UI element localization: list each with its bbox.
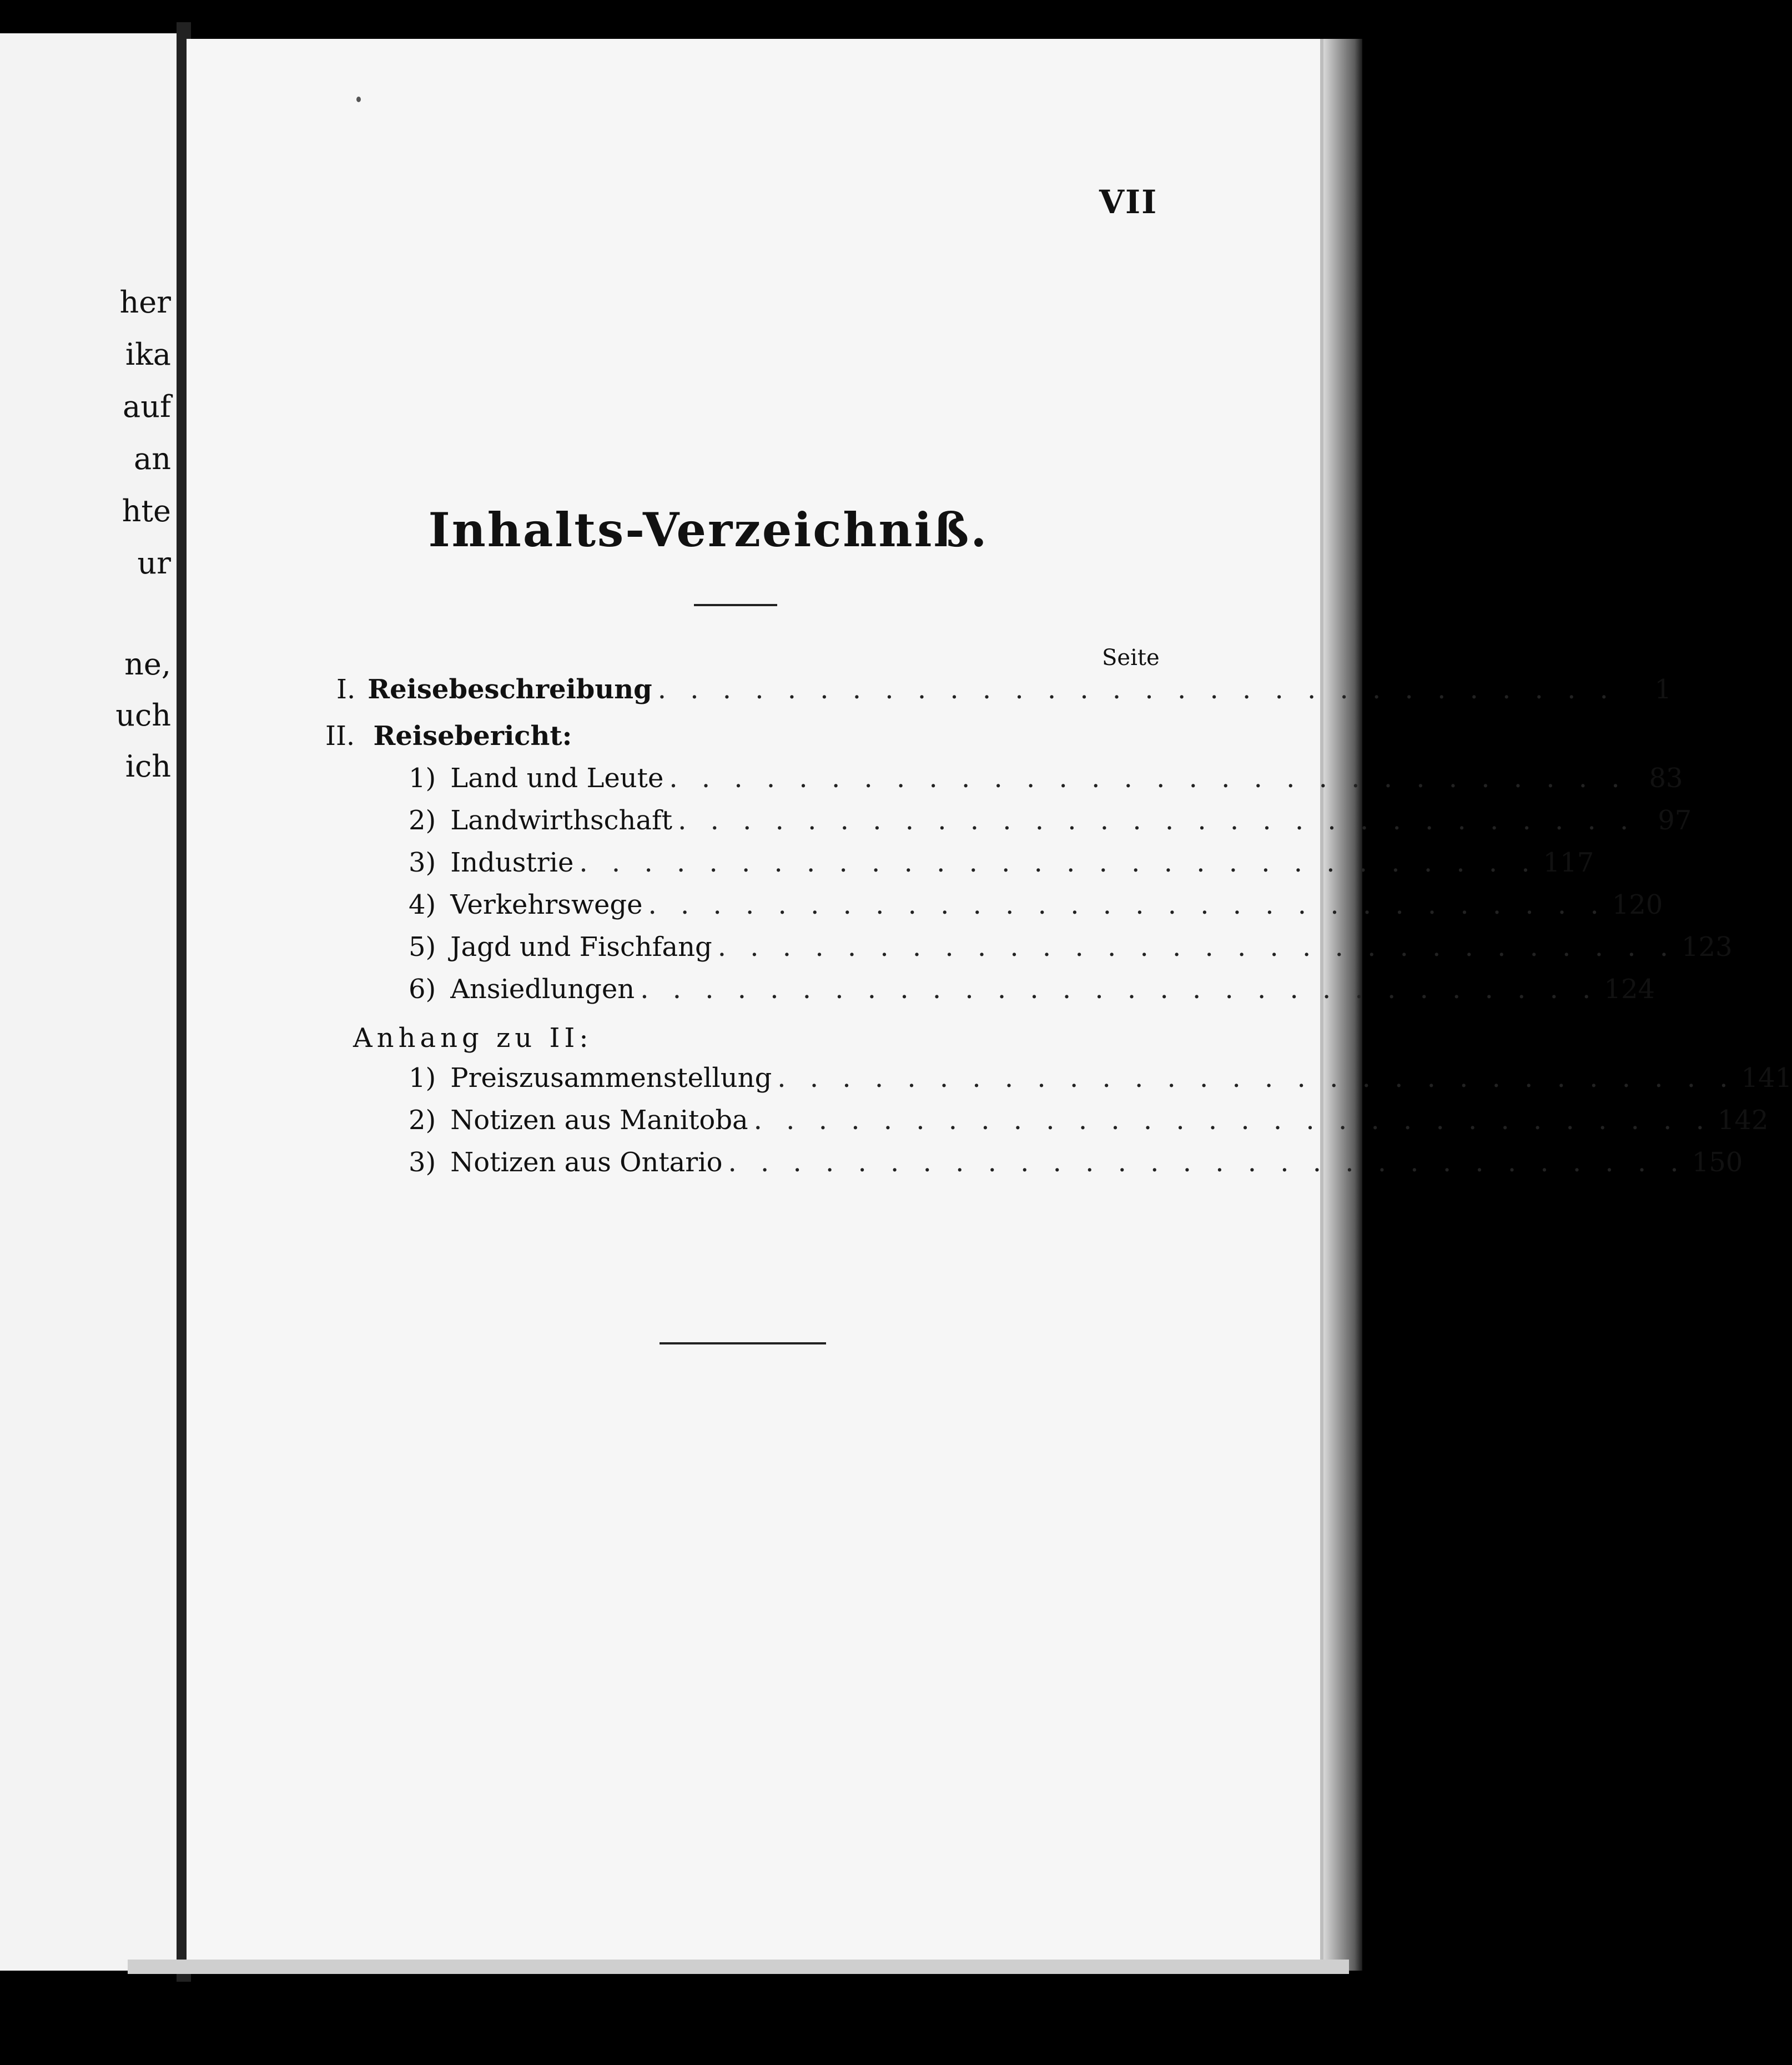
toc-entry: [409, 1061, 1792, 1095]
toc-entry-page: 124: [1604, 974, 1655, 1005]
toc-section-heading: [325, 719, 572, 753]
toc-entry-label: Preiszusammenstellung: [450, 1062, 772, 1094]
left-fragment: ne,: [124, 647, 171, 682]
left-fragment: uch: [115, 698, 171, 733]
leader-dots: . . . . . . . . . . . . . . . . . . . . . . . . . . . . . .: [728, 1147, 1687, 1178]
page-column-header: Seite: [1102, 645, 1160, 671]
left-page-edge: [0, 33, 180, 1971]
leader-dots: . . . . . . . . . . . . . . . . . . . . . . . . . . . . . .: [669, 763, 1628, 794]
toc-entry: [336, 673, 1672, 706]
toc-entry-number: 1): [409, 763, 436, 794]
toc-entry-number: 2): [409, 805, 436, 836]
toc-entry-page: 141: [1741, 1062, 1792, 1094]
toc-entry-label: Notizen aus Ontario: [450, 1147, 723, 1178]
leader-dots: . . . . . . . . . . . . . . . . . . . . . . . . . . . . . .: [717, 931, 1676, 963]
leader-dots: . . . . . . . . . . . . . . . . . . . . . . . . . . . . . .: [753, 1105, 1712, 1136]
leader-dots: . . . . . . . . . . . . . . . . . . . . . . . . . . . . . .: [777, 1062, 1736, 1094]
toc-entry-number: I.: [336, 674, 356, 705]
toc-entry-number: 1): [409, 1062, 436, 1094]
toc-entry-number: 6): [409, 974, 436, 1005]
toc-entry-label: Ansiedlungen: [450, 974, 635, 1005]
toc-entry-number: 3): [409, 847, 436, 878]
leader-dots: . . . . . . . . . . . . . . . . . . . . . . . . . . . . . .: [640, 974, 1599, 1005]
toc-entry-number: 4): [409, 889, 436, 920]
leader-dots: . . . . . . . . . . . . . . . . . . . . . . . . . . . . . .: [678, 805, 1637, 836]
closing-rule: [660, 1342, 826, 1344]
title-rule: [694, 604, 777, 606]
toc-entry-label: Notizen aus Manitoba: [450, 1105, 748, 1136]
leader-dots: . . . . . . . . . . . . . . . . . . . . . . . . . . . . . .: [579, 847, 1538, 878]
toc-entry-label: Reisebericht:: [373, 721, 572, 752]
toc-entry: [409, 1146, 1743, 1179]
left-fragment: ika: [125, 337, 171, 372]
left-fragment: hte: [122, 493, 171, 528]
appendix-heading: Anhang zu II:: [353, 1023, 593, 1054]
toc-entry-number: II.: [325, 721, 355, 752]
toc-entry-page: 1: [1654, 674, 1672, 705]
toc-entry-label: Reisebeschreibung: [368, 674, 652, 705]
toc-entry-number: 3): [409, 1147, 436, 1178]
left-fragment: her: [119, 285, 171, 320]
toc-entry: [409, 888, 1663, 921]
toc-entry: [409, 846, 1594, 879]
left-fragment: ur: [137, 546, 171, 581]
toc-entry: [409, 762, 1683, 795]
leader-dots: . . . . . . . . . . . . . . . . . . . . . . . . . . . . . .: [657, 674, 1616, 705]
page-title: Inhalts-Verzeichniß.: [428, 502, 989, 557]
toc-entry-page: 150: [1692, 1147, 1743, 1178]
toc-entry-number: 2): [409, 1105, 436, 1136]
toc-entry-label: Land und Leute: [450, 763, 664, 794]
toc-entry-label: Verkehrswege: [450, 889, 643, 920]
left-fragment: ich: [125, 749, 171, 784]
toc-entry-number: 5): [409, 931, 436, 963]
left-fragment: auf: [123, 389, 171, 424]
toc-entry-page: 120: [1612, 889, 1663, 920]
page-number: VII: [1099, 183, 1158, 221]
toc-entry: [409, 973, 1655, 1006]
toc-entry: [409, 804, 1692, 837]
leader-dots: . . . . . . . . . . . . . . . . . . . . . . . . . . . . . .: [648, 889, 1607, 920]
toc-entry-page: 97: [1658, 805, 1692, 836]
left-fragment: an: [134, 441, 171, 476]
paper-speck: [356, 97, 361, 102]
toc-entry: [409, 930, 1733, 964]
toc-entry-label: Industrie: [450, 847, 574, 878]
toc-entry-label: Landwirthschaft: [450, 805, 673, 836]
toc-entry-page: 142: [1717, 1105, 1769, 1136]
toc-entry-page: 83: [1649, 763, 1683, 794]
toc-entry-page: 117: [1543, 847, 1594, 878]
toc-entry-page: 123: [1681, 931, 1733, 963]
toc-entry: [409, 1104, 1769, 1137]
toc-entry-label: Jagd und Fischfang: [450, 931, 712, 963]
bottom-page-edge: [128, 1960, 1349, 1974]
